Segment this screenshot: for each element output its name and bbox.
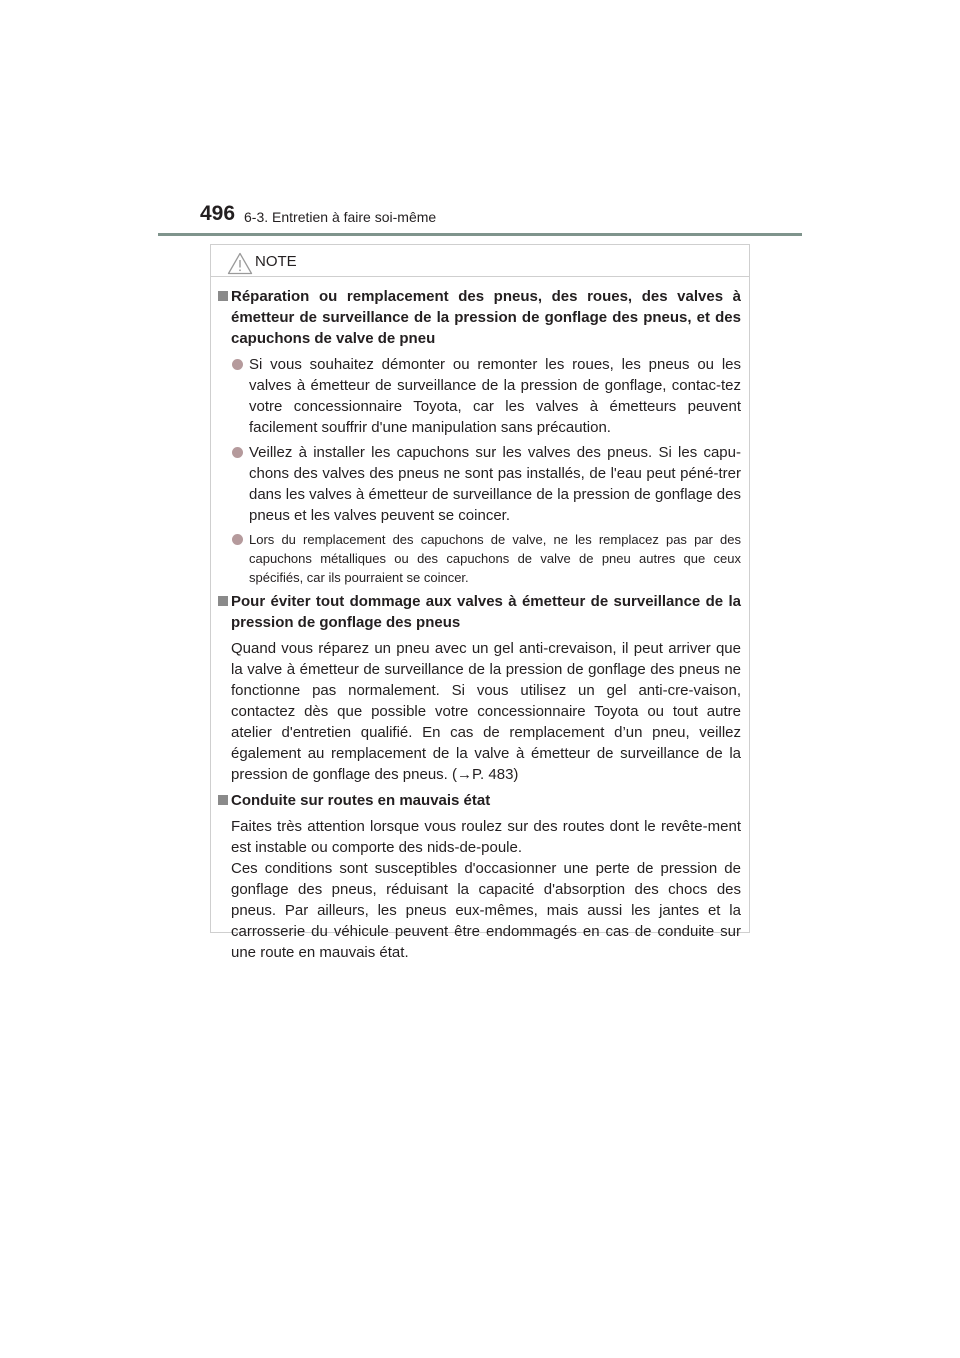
topic-title: Réparation ou remplacement des pneus, des roues, des valves à émetteur de surveillance de la pression de gonflage des pneus, et des capuchons de valve de pneu	[231, 288, 741, 347]
note-box	[210, 244, 750, 961]
paragraph: Faites très attention lorsque vous roulez sur des routes dont le revête-ment est instable ou comporte des nids-de-poule.	[231, 818, 741, 856]
note-header	[211, 245, 749, 277]
paragraph: Ces conditions sont susceptibles d'occasionner une perte de pression de gonflage des pneus, réduisant la capacité d'absorption des chocs des pneus. Par ailleurs, les pneus eux-mêmes, mais aussi les jantes et la carrosserie du véhicule peuvent être endommagés en cas de conduite sur une route en mauvais état.	[231, 860, 741, 961]
warning-triangle-icon	[227, 252, 253, 275]
list-item	[218, 530, 741, 587]
round-bullet-icon	[232, 359, 243, 370]
topic-title: Pour éviter tout dommage aux valves à émetteur de surveillance de la pression de gonflage des pneus	[231, 593, 741, 631]
topic-title: Conduite sur routes en mauvais état	[231, 792, 491, 809]
topic-heading	[218, 591, 741, 633]
list-item	[218, 442, 741, 526]
list-item-text: Si vous souhaitez démonter ou remonter les roues, les pneus ou les valves à émetteur de surveillance de la pression de gonflage, contac-tez votre concessionnaire Toyota, car les valves à émetteurs peuvent facilement souffrir d'une manipulation sans précaution.	[249, 356, 741, 436]
round-bullet-icon	[232, 534, 243, 545]
list-item	[218, 354, 741, 438]
round-bullet-icon	[232, 447, 243, 458]
paragraph: Quand vous réparez un pneu avec un gel anti-crevaison, il peut arriver que la valve à émetteur de surveillance de la pression de gonflage des pneus ne fonctionne pas normalement. Si vous utilisez un gel anti-cre-vaison, contactez dès que possible votre concessionnaire Toyota ou tout autre atelier d'entretien qualifié. En cas de remplacement d’un pneu, veillez également au remplacement de la valve à émetteur de surveillance de la pression de gonflage des pneus. (→P. 483)	[231, 640, 741, 783]
list-item-text: Veillez à installer les capuchons sur les valves des pneus. Si les capu-chons des valves des pneus ne sont pas installés, de l'eau peut péné-trer dans les valves à émetteur de surveillance de la pression de gonflage des pneus et les valves peuvent se coincer.	[249, 444, 741, 524]
note-body	[211, 286, 749, 968]
square-bullet-icon	[218, 596, 228, 606]
header-rule	[158, 233, 802, 236]
topic-heading	[218, 790, 741, 811]
square-bullet-icon	[218, 291, 228, 301]
topic-heading	[218, 286, 741, 349]
square-bullet-icon	[218, 795, 228, 805]
section-title: 6-3. Entretien à faire soi-même	[244, 209, 437, 225]
page-number: 496	[200, 202, 236, 225]
note-label: NOTE	[255, 253, 297, 270]
list-item-text: Lors du remplacement des capuchons de valve, ne les remplacez pas par des capuchons métalliques ou des capuchons de valve de pneu autres que ceux spécifiés, car ils pourraient se coincer.	[249, 532, 741, 585]
